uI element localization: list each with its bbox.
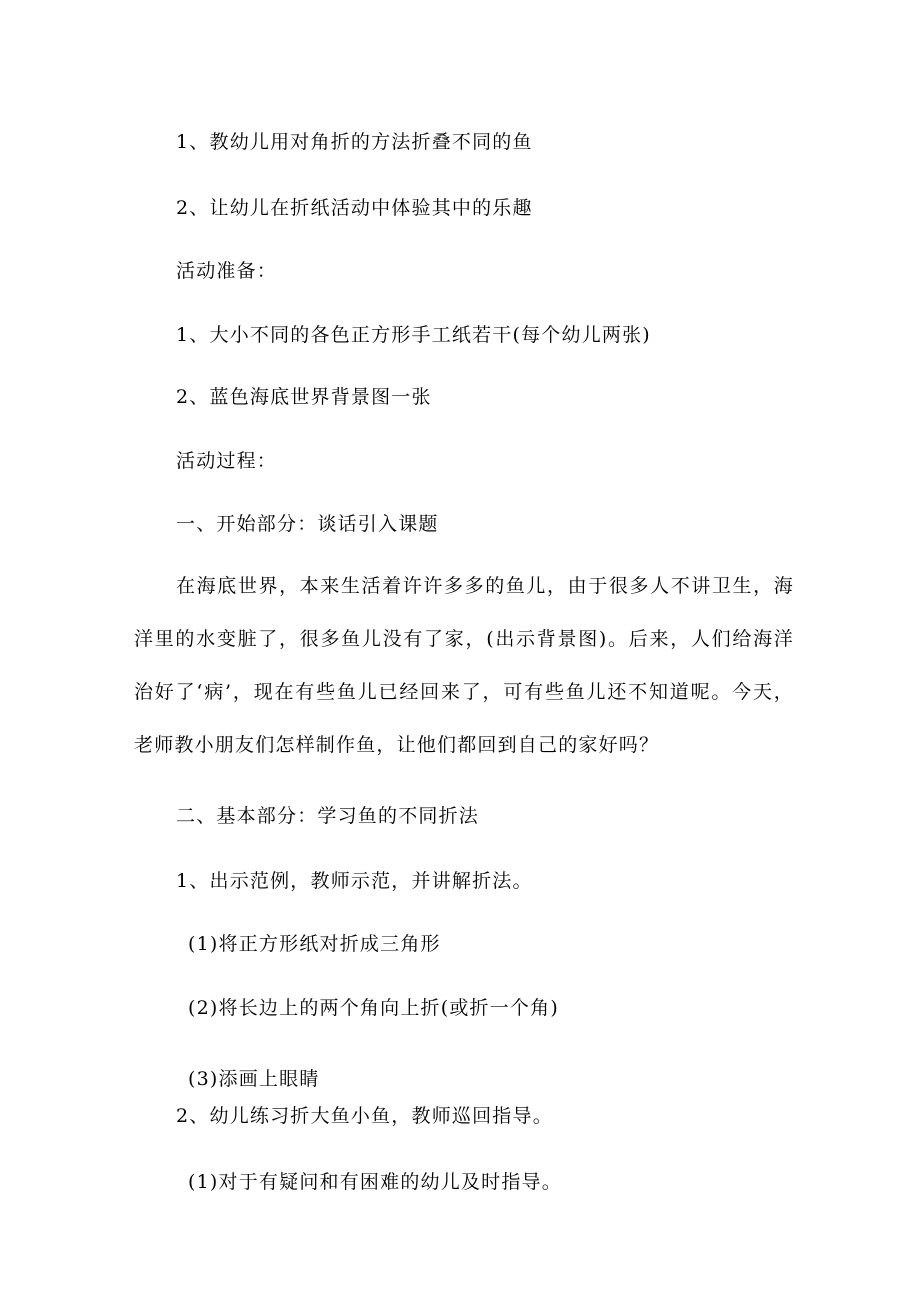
goal-item-2: 2、让幼儿在折纸活动中体验其中的乐趣 — [176, 197, 533, 219]
step-1-sub-b: (2)将长边上的两个角向上折(或折一个角) — [188, 997, 559, 1019]
step-2-sub-a: (1)对于有疑问和有困难的幼儿及时指导。 — [188, 1171, 562, 1193]
part1-heading: 一、开始部分：谈话引入课题 — [176, 513, 439, 535]
intro-paragraph: 在海底世界，本来生活着许许多多的鱼儿，由于很多人不讲卫生，海洋里的水变脏了，很多鱼儿没有了家，(出示背景图)。后来，人们给海洋治好了‘病’，现在有些鱼儿已经回来了，可有些鱼儿还不知道呢。今天，老师教小朋友们怎样制作鱼，让他们都回到自己的家好吗？ — [134, 575, 794, 756]
step-1-sub-a: (1)将正方形纸对折成三角形 — [188, 933, 441, 955]
process-heading: 活动过程： — [176, 450, 278, 472]
prep-item-1: 1、大小不同的各色正方形手工纸若干(每个幼儿两张) — [176, 324, 651, 346]
step-1: 1、出示范例，教师示范，并讲解折法。 — [176, 870, 533, 892]
step-2: 2、幼儿练习折大鱼小鱼，教师巡回指导。 — [176, 1105, 553, 1127]
goal-item-1: 1、教幼儿用对角折的方法折叠不同的鱼 — [176, 131, 533, 153]
prep-item-2: 2、蓝色海底世界背景图一张 — [176, 386, 432, 408]
part2-heading: 二、基本部分：学习鱼的不同折法 — [176, 805, 480, 827]
step-1-sub-c: (3)添画上眼睛 — [188, 1068, 320, 1090]
prep-heading: 活动准备： — [176, 260, 278, 282]
